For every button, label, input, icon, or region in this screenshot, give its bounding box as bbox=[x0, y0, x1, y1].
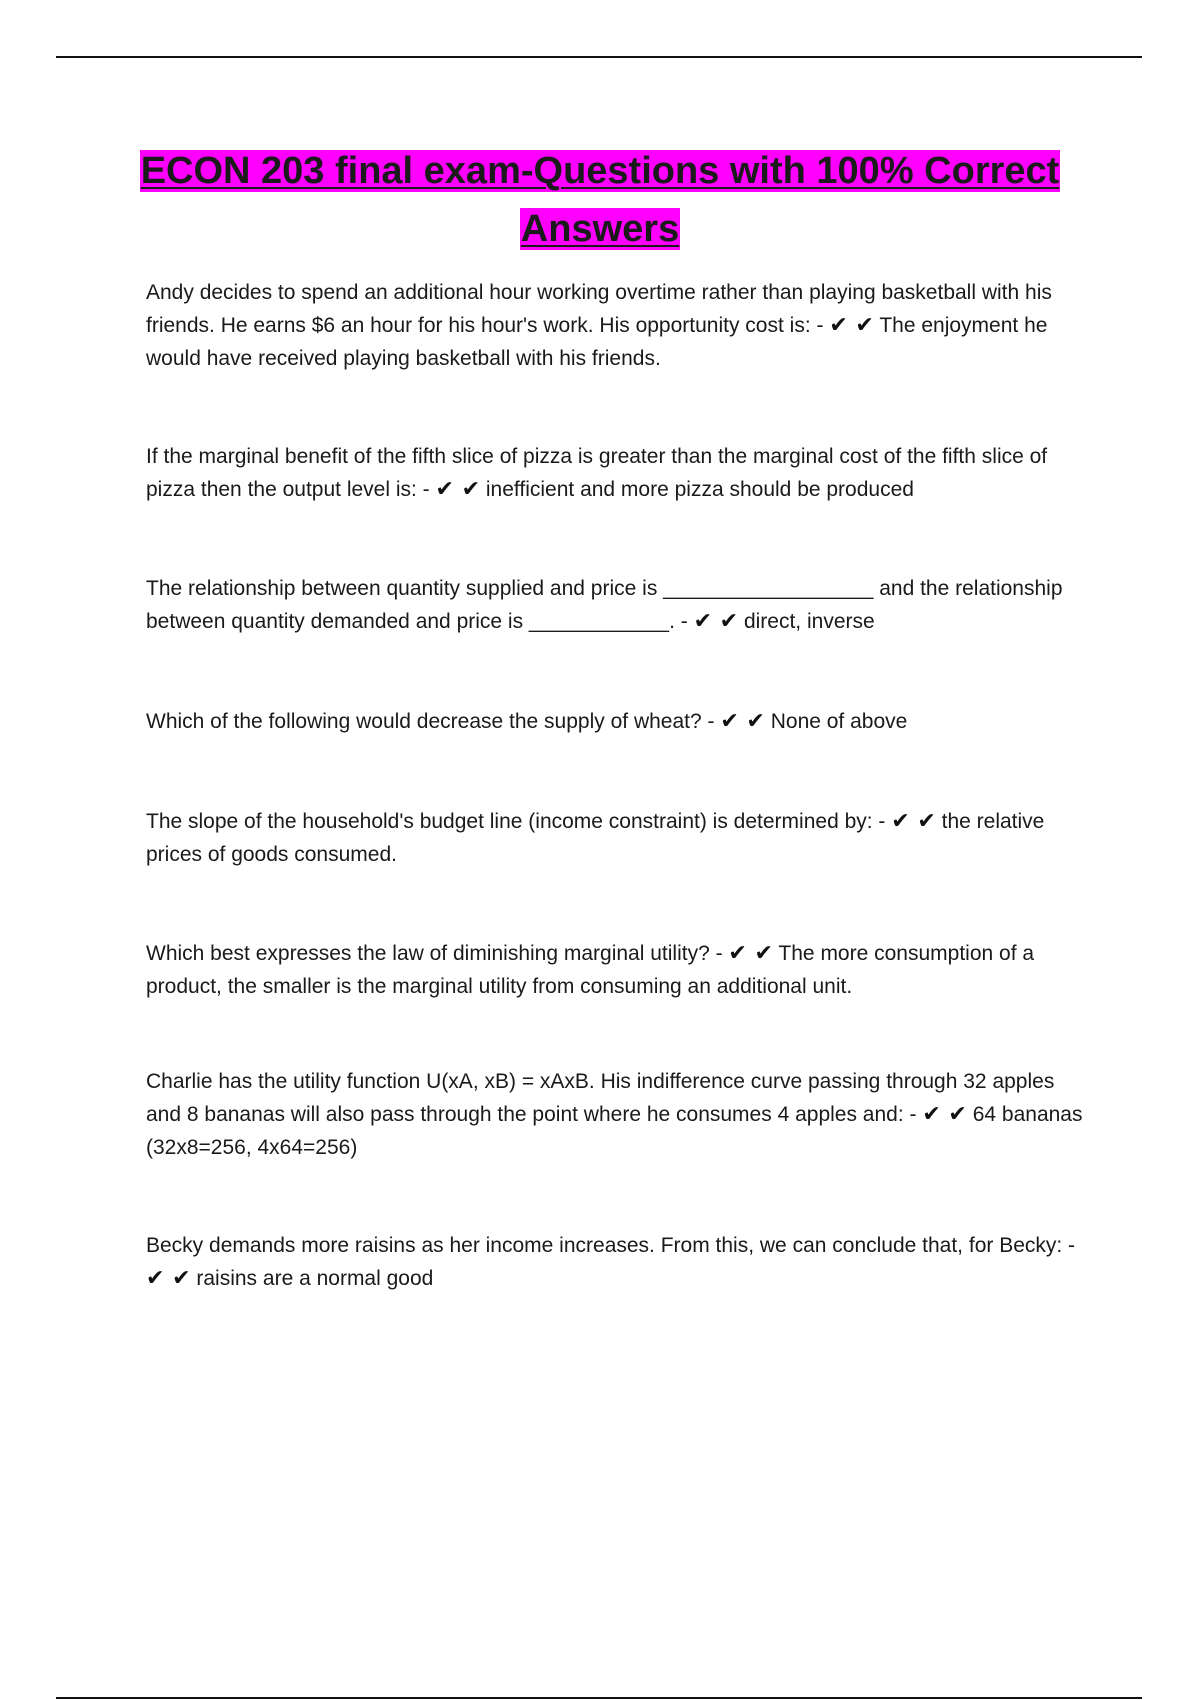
double-check-icon: ✔ ✔ bbox=[146, 1266, 191, 1291]
double-check-icon: ✔ ✔ bbox=[728, 941, 773, 966]
bottom-rule bbox=[56, 1697, 1142, 1699]
answer-text: the relative prices of goods consumed. bbox=[146, 810, 1045, 866]
question-text: The relationship between quantity supplied and price is __________________ and the relationship between quantity demanded and price is ____________. - bbox=[146, 577, 1063, 633]
qa-item-7 bbox=[146, 1065, 1091, 1164]
question-text: Which best expresses the law of diminishing marginal utility? - bbox=[146, 942, 723, 965]
answer-text: The enjoyment he would have received playing basketball with his friends. bbox=[146, 314, 1048, 370]
answer-text: raisins are a normal good bbox=[196, 1267, 434, 1290]
double-check-icon: ✔ ✔ bbox=[693, 609, 739, 634]
qa-item-5 bbox=[146, 805, 1091, 871]
top-rule bbox=[56, 56, 1142, 58]
qa-item-8 bbox=[146, 1229, 1091, 1295]
double-check-icon: ✔ ✔ bbox=[891, 809, 936, 834]
question-text: If the marginal benefit of the fifth slice of pizza is greater than the marginal cost of the fifth slice of pizza then the output level is: - bbox=[146, 445, 1048, 501]
qa-item-1 bbox=[146, 276, 1091, 375]
question-text: The slope of the household's budget line (income constraint) is determined by: - bbox=[146, 810, 886, 833]
answer-text: inefficient and more pizza should be produced bbox=[485, 478, 914, 501]
document-title bbox=[120, 142, 1080, 258]
answer-text: direct, inverse bbox=[743, 610, 875, 633]
question-text: Charlie has the utility function U(xA, xB) = xAxB. His indifference curve passing through 32 apples and 8 bananas will also pass through the point where he consumes 4 apples and: - bbox=[146, 1070, 1055, 1126]
qa-item-2 bbox=[146, 440, 1091, 506]
double-check-icon: ✔ ✔ bbox=[922, 1102, 967, 1127]
double-check-icon: ✔ ✔ bbox=[435, 477, 481, 502]
qa-item-4 bbox=[146, 705, 1091, 738]
double-check-icon: ✔ ✔ bbox=[720, 709, 765, 734]
question-text: Becky demands more raisins as her income increases. From this, we can conclude that, for Becky: - bbox=[146, 1234, 1076, 1257]
qa-item-6 bbox=[146, 937, 1091, 1003]
highlighted-title-text: ECON 203 final exam-Questions with 100% Correct Answers bbox=[140, 150, 1060, 250]
answer-text: The more consumption of a product, the smaller is the marginal utility from consuming an additional unit. bbox=[146, 942, 1035, 998]
double-check-icon: ✔ ✔ bbox=[829, 313, 874, 338]
qa-item-3 bbox=[146, 572, 1091, 638]
question-text: Which of the following would decrease the supply of wheat? - bbox=[146, 710, 715, 733]
question-text: Andy decides to spend an additional hour working overtime rather than playing basketball with his friends. He earns $6 an hour for his hour's work. His opportunity cost is: - bbox=[146, 281, 1052, 337]
answer-text: 64 bananas (32x8=256, 4x64=256) bbox=[146, 1103, 1083, 1159]
answer-text: None of above bbox=[770, 710, 908, 733]
